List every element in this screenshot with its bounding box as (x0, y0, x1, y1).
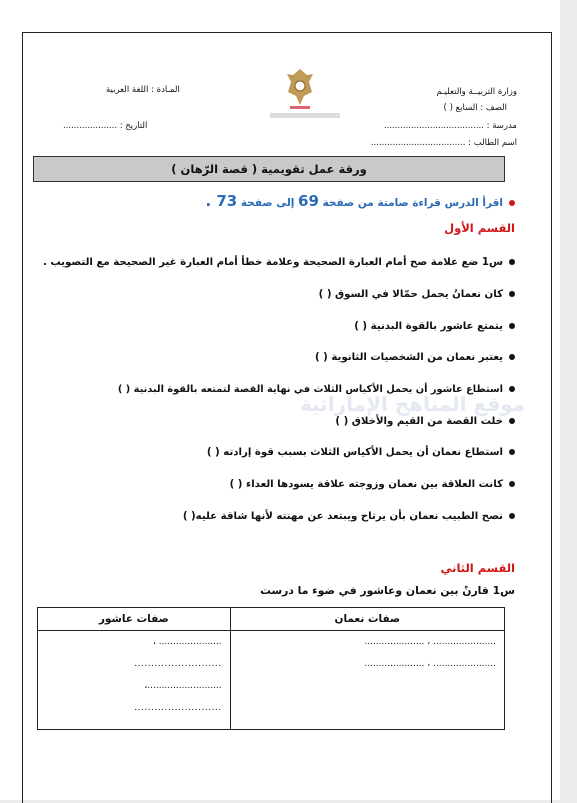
bullet-icon (509, 291, 515, 297)
website-strip (270, 113, 340, 118)
statement-item: خلت القصة من القيم والأخلاق ( ) (335, 416, 515, 427)
page-to: 73 . (205, 192, 238, 210)
bullet-icon (509, 259, 515, 265)
instruction-text-2: إلى صفحة (240, 197, 295, 209)
column-header-noman: صفات نعمان (230, 608, 504, 631)
answer-line: ..........................، (144, 681, 222, 691)
answer-line: ...................... ، ..................... (364, 659, 496, 669)
column-header-ashour: صفات عاشور (38, 608, 231, 631)
bullet-icon (509, 449, 515, 455)
page-from: 69 (298, 192, 319, 210)
instruction-text: اقرأ الدرس قراءة صامتة من صفحة (322, 197, 503, 209)
answer-line: ...................... ، (152, 637, 222, 647)
comparison-table (37, 607, 505, 730)
statement-item: كان نعمانُ يحمل حمّالا في السوق ( ) (319, 289, 515, 300)
bullet-icon (509, 418, 515, 424)
bullet-icon (509, 481, 515, 487)
section2-question: س1 قارنْ بين نعمان وعاشور في ضوء ما درست (260, 584, 515, 597)
ashour-answer-cell[interactable] (38, 631, 231, 730)
date-field: التاريخ : .................... (63, 121, 148, 131)
statement-item: استطاع نعمان أن يحمل الأكياس الثلاث بسبب قوة إرادته ( ) (207, 447, 515, 458)
noman-answer-cell[interactable] (230, 631, 504, 730)
statement-item: يتمتع عاشور بالقوة البدنية ( ) (354, 321, 515, 332)
uae-emblem-icon (282, 66, 318, 110)
ministry-label: وزارة التربيــة والتعليـم (436, 87, 517, 97)
statement-item: نصح الطبيب نعمان بأن يرتاح ويبتعد عن مهنته لأنها شاقة عليه( ) (183, 511, 515, 522)
bullet-icon (509, 513, 515, 519)
answer-line: .......................... (134, 659, 222, 669)
instruction-line (205, 192, 515, 210)
section2-heading: القسم الثاني (440, 561, 515, 575)
answer-line: .......................... (134, 703, 222, 713)
subject-label: المـادة : اللغة العربية (106, 85, 180, 95)
watermark: موقع المناهج الإماراتية (300, 392, 526, 416)
grade-field: الصف : السابع ( ) (443, 103, 507, 113)
section1-question: س1 ضع علامة صح أمام العبارة الصحيحة وعلامة خطأ أمام العبارة غير الصحيحة مع التصويب . (43, 257, 515, 268)
bullet-icon (509, 323, 515, 329)
section1-heading: القسم الأول (444, 221, 515, 235)
statement-item: كانت العلاقة بين نعمان وزوجته علاقة يسودها العداء ( ) (230, 479, 515, 490)
school-field: مدرسة : ..................................... (383, 121, 517, 131)
answer-line: ...................... ، ..................... (364, 637, 496, 647)
bullet-icon (509, 200, 515, 206)
student-name-field: اسم الطالب : ................................... (370, 138, 517, 148)
statement-item: استطاع عاشور أن يحمل الأكياس الثلاث في نهاية القصة لتمتعه بالقوة البدنية ( ) (118, 384, 515, 395)
worksheet-title: ورقة عمل تقويمية ( قصة الرّهان ) (33, 156, 505, 182)
statement-item: يعتبر نعمان من الشخصيات الثانوية ( ) (315, 352, 515, 363)
bullet-icon (509, 354, 515, 360)
